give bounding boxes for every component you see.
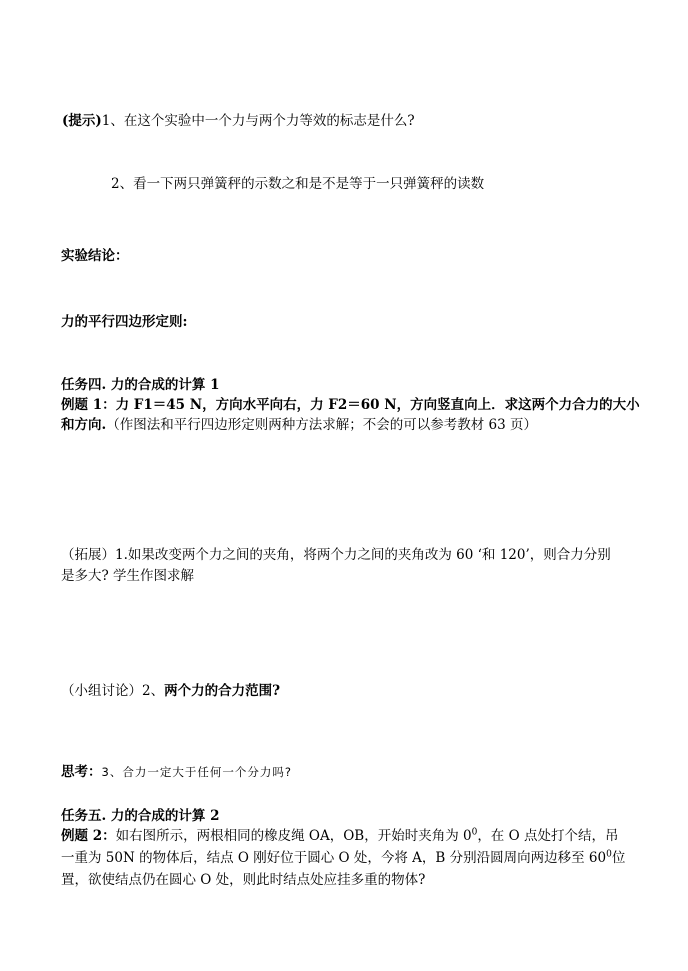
- example1-label: 例题 1：: [61, 397, 116, 413]
- example2-text-2b: 位: [611, 850, 626, 866]
- example2-text-2: 一重为 50N 的物体后，结点 O 刚好位于圆心 O 处，今将 A，B 分别沿圆周向两边移至 60: [61, 850, 607, 866]
- example2-line3: 置，欲使结点仍在圆心 O 处，则此时结点处应挂多重的物体?: [61, 872, 426, 888]
- hint-label: (提示): [62, 113, 102, 129]
- task4-title: 任务四. 力的合成的计算 1: [61, 377, 220, 393]
- hint-q1-text: 1、在这个实验中一个力与两个力等效的标志是什么?: [101, 113, 415, 129]
- example1-text: 力 F1＝45 N，方向水平向右，力 F2＝60 N，方向竖直向上．求这两个力合力的大小: [115, 397, 640, 413]
- extension-line2: 是多大? 学生作图求解: [61, 568, 195, 584]
- task5-title: 任务五. 力的合成的计算 2: [61, 808, 220, 824]
- example1-line1: [61, 395, 640, 415]
- think-question: [61, 762, 292, 782]
- experiment-conclusion-label: 实验结论：: [61, 248, 129, 264]
- example2-sup-1: 0: [471, 827, 478, 838]
- hint-question-2: 2、看一下两只弹簧秤的示数之和是不是等于一只弹簧秤的读数: [111, 176, 485, 192]
- example2-line2: [61, 848, 625, 868]
- extension-line1: （拓展）1.如果改变两个力之间的夹角，将两个力之间的夹角改为 60 ‘和 120’，则合力分别: [61, 547, 611, 563]
- example2-text-1a: 如右图所示，两根相同的橡皮绳 OA，OB，开始时夹角为 0: [115, 828, 472, 844]
- example2-sup-2: 0: [606, 849, 612, 860]
- example2-label: 例题 2：: [61, 828, 116, 844]
- example1-text-2: 和方向.: [61, 417, 107, 433]
- group-discussion: [61, 681, 280, 701]
- hint-question-1: [62, 111, 415, 131]
- parallelogram-rule-label: 力的平行四边形定则:: [61, 314, 188, 330]
- think-text: 3、合力一定大于任何一个分力吗?: [101, 765, 292, 779]
- example2-text-1b: ，在 O 点处打个结，吊: [477, 828, 619, 844]
- think-label: 思考：: [61, 764, 102, 780]
- group-label: （小组讨论）2、: [61, 683, 165, 699]
- example1-note: （作图法和平行四边形定则两种方法求解；不会的可以参考教材 63 页）: [106, 417, 537, 433]
- example2-line1: [61, 826, 618, 846]
- group-text: 两个力的合力范围?: [164, 683, 281, 699]
- example1-line2: [61, 415, 537, 435]
